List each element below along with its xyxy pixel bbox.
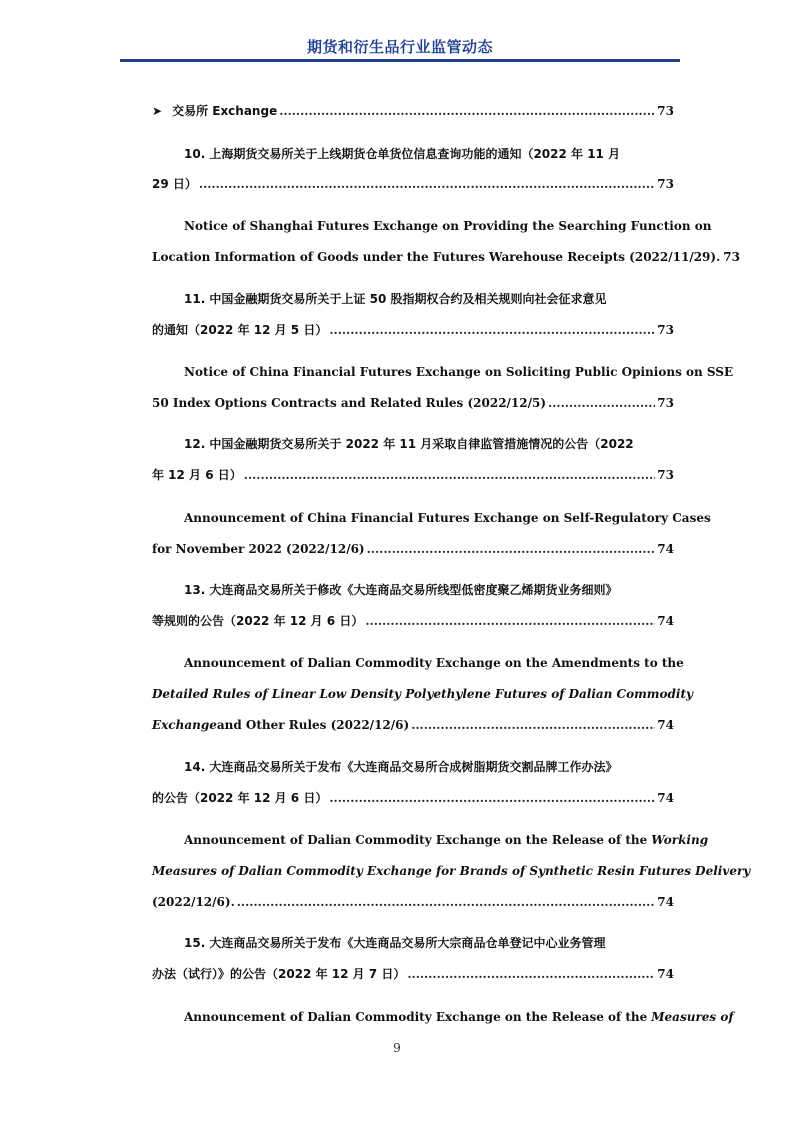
toc-entry-text: 15. 大连商品交易所关于发布《大连商品交易所大宗商品仓单登记中心业务管理 [184,936,606,950]
toc-entry-text: 的公告（2022 年 12 月 6 日） [152,791,328,805]
toc-entry-12-en-line2[interactable] [152,541,674,557]
toc-entry-text: 等规则的公告（2022 年 12 月 6 日） [152,614,364,628]
toc-page-number: 73 [657,104,674,118]
toc-entry-10-en-line1[interactable] [152,218,712,234]
dot-leader [411,717,655,733]
toc-entry-text-italic: Exchange [152,718,217,732]
toc-entry-13-line1[interactable] [152,582,674,598]
toc-entry-13-en-line2[interactable] [152,686,693,702]
toc-entry-14-en-line3[interactable] [152,894,674,910]
toc-entry-text: 年 12 月 6 日） [152,468,242,482]
toc-section-exchange[interactable] [152,103,674,119]
toc-page-number: 73 [723,250,740,264]
dot-leader [548,395,655,411]
toc-entry-text: 11. 中国金融期货交易所关于上证 50 股指期权合约及相关规则向社会征求意见 [184,292,607,306]
toc-entry-text-italic: Measures of Dalian Commodity Exchange for Brands of Synthetic Resin Futures Delivery [152,864,751,878]
dot-leader [279,103,655,119]
toc-page-number: 74 [657,967,674,981]
dot-leader [199,176,655,192]
toc-entry-15-line1[interactable] [152,935,674,951]
toc-entry-text-italic: Measures of [651,1010,734,1024]
toc-entry-10-en-line2[interactable] [152,249,740,265]
dot-leader [329,790,655,806]
toc-entry-14-line1[interactable] [152,759,674,775]
toc-entry-13-en-line3[interactable] [152,717,674,733]
toc-entry-13-en-line1[interactable] [152,655,684,671]
dot-leader [407,966,655,982]
page-number: 9 [393,1041,401,1055]
toc-entry-text: 13. 大连商品交易所关于修改《大连商品交易所线型低密度聚乙烯期货业务细则》 [184,583,618,597]
dot-leader [237,894,656,910]
toc-entry-text: and Other Rules (2022/12/6) [216,718,410,732]
toc-entry-text: Announcement of Dalian Commodity Exchange on the Release of the [184,833,648,847]
toc-entry-text: for November 2022 (2022/12/6) [152,542,365,556]
toc-entry-15-line2[interactable] [152,966,674,982]
dot-leader [244,467,656,483]
toc-entry-text: Detailed Rules of Linear Low Density Polyethylene Futures of Dalian Commodity [152,687,693,701]
toc-entry-text: Announcement of Dalian Commodity Exchange on the Release of the [184,1010,648,1024]
toc-entry-text: Location Information of Goods under the Futures Warehouse Receipts (2022/11/29). [152,250,721,264]
toc-page-number: 73 [657,396,674,410]
toc-entry-12-line2[interactable] [152,467,674,483]
toc-entry-11-en-line1[interactable] [152,364,734,380]
toc-entry-text: Announcement of Dalian Commodity Exchange on the Amendments to the [184,656,684,670]
toc-entry-11-line1[interactable] [152,291,674,307]
toc-entry-text: 12. 中国金融期货交易所关于 2022 年 11 月采取自律监管措施情况的公告（2022 [184,437,634,451]
toc-entry-text: Notice of China Financial Futures Exchange on Soliciting Public Opinions on SSE [184,365,734,379]
toc-entry-text: (2022/12/6). [152,895,235,909]
toc-entry-14-en-line2[interactable] [152,863,751,879]
dot-leader [367,541,656,557]
toc-entry-text: 50 Index Options Contracts and Related Rules (2022/12/5) [152,396,547,410]
toc-page-number: 74 [657,542,674,556]
dot-leader [365,613,655,629]
toc-entry-text: Notice of Shanghai Futures Exchange on Providing the Searching Function on [184,219,712,233]
toc-entry-12-line1[interactable] [152,436,674,452]
toc-page-number: 74 [657,718,674,732]
toc-page-number: 73 [657,468,674,482]
toc-entry-15-en-line1[interactable] [152,1009,734,1025]
toc-entry-text: 的通知（2022 年 12 月 5 日） [152,323,328,337]
toc-entry-text: 29 日） [152,177,197,191]
toc-entry-10-line1[interactable] [152,146,674,162]
toc-entry-14-line2[interactable] [152,790,674,806]
toc-page-number: 73 [657,177,674,191]
toc-page-number: 73 [657,323,674,337]
toc-entry-11-line2[interactable] [152,322,674,338]
arrow-bullet-icon: ➤ [152,104,163,118]
toc-entry-text: 10. 上海期货交易所关于上线期货仓单货位信息查询功能的通知（2022 年 11 月 [184,147,621,161]
header-divider [120,59,680,62]
toc-entry-text: 14. 大连商品交易所关于发布《大连商品交易所合成树脂期货交割品牌工作办法》 [184,760,618,774]
toc-page-number: 74 [657,791,674,805]
toc-entry-14-en-line1[interactable] [152,832,709,848]
running-header: 期货和衍生品行业监管动态 [306,38,493,56]
toc-entry-text: 交易所 Exchange [172,104,278,118]
toc-entry-12-en-line1[interactable] [152,510,711,526]
toc-entry-11-en-line2[interactable] [152,395,674,411]
toc-entry-13-line2[interactable] [152,613,674,629]
toc-page-number: 74 [657,895,674,909]
dot-leader [329,322,655,338]
toc-entry-10-line2[interactable] [152,176,674,192]
toc-entry-text: Announcement of China Financial Futures Exchange on Self-Regulatory Cases [184,511,711,525]
toc-entry-text: 办法（试行）》的公告（2022 年 12 月 7 日） [152,967,406,981]
toc-page-number: 74 [657,614,674,628]
toc-entry-text-italic: Working [651,833,709,847]
